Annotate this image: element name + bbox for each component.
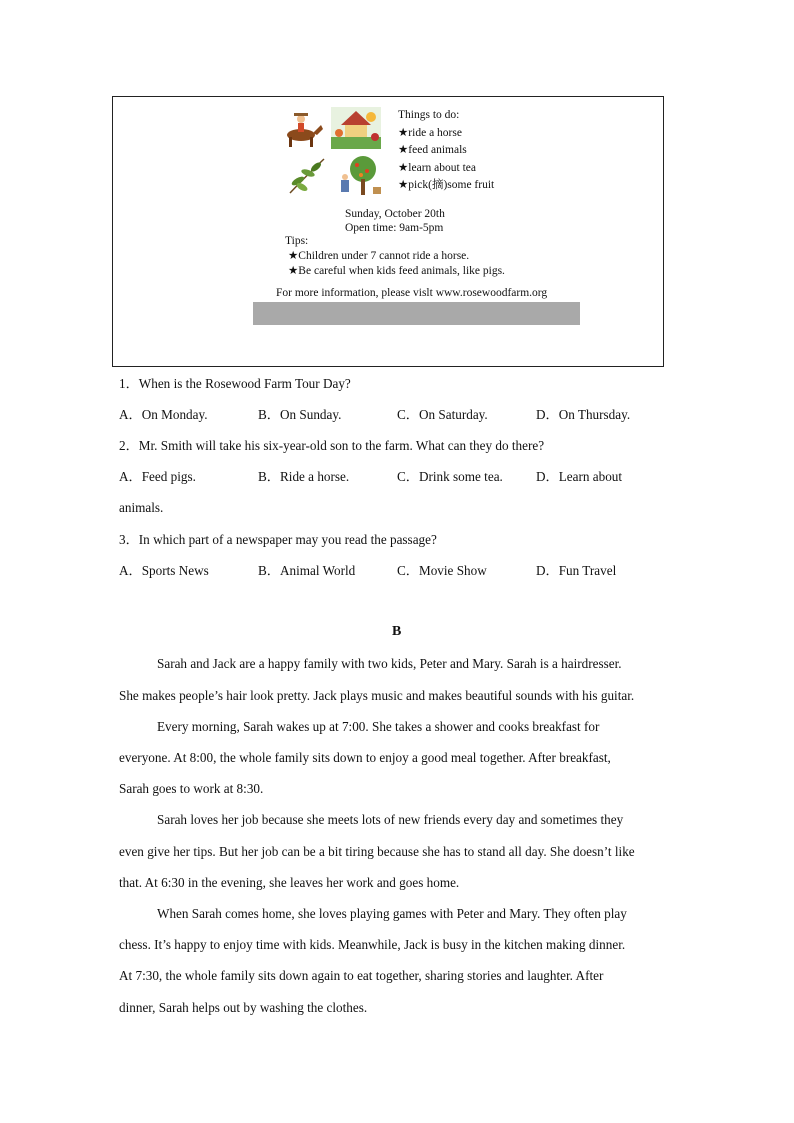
passage-line: Every morning, Sarah wakes up at 7:00. She takes a shower and cooks breakfast for [157,719,600,734]
tips-block [285,234,505,279]
event-date: Sunday, October 20th [345,208,445,220]
question-1-option-c[interactable]: C．On Saturday. [397,407,488,422]
question-1-option-d[interactable]: D．On Thursday. [536,407,631,422]
passage-line: She makes people’s hair look pretty. Jack plays music and makes beautiful sounds with his guitar. [119,688,635,703]
horse-rider-icon [277,107,327,149]
more-info: For more information, please vislt www.rosewoodfarm.org [276,287,548,299]
passage-line: everyone. At 8:00, the whole family sits down to enjoy a good meal together. After breakfast, [119,750,611,765]
thing-item: ★learn about tea [398,161,476,174]
thing-item: ★ride a horse [398,126,462,139]
passage-line: When Sarah comes home, she loves playing games with Peter and Mary. They often play [157,906,627,921]
passage-line: chess. It’s happy to enjoy time with kids. Meanwhile, Jack is busy in the kitchen making dinner. [119,937,626,952]
passage-line: At 7:30, the whole family sits down again to eat together, sharing stories and laughter. After [119,968,604,983]
redacted-bar [253,302,580,325]
passage-line: even give her tips. But her job can be a bit tiring because she has to stand all day. She doesn’t like [119,844,635,859]
thing-item: ★feed animals [398,144,467,156]
question-3-stem: 3．In which part of a newspaper may you read the passage? [119,532,437,547]
question-2-option-a[interactable]: A．Feed pigs. [119,469,196,484]
farm-scene-icon [331,107,381,149]
tea-leaves-icon [282,155,332,197]
ad-pictures [277,107,387,197]
thing-item: ★pick(摘)some fruit [398,179,495,191]
question-2-option-c[interactable]: C．Drink some tea. [397,469,503,484]
farm-ad-box [112,96,664,367]
question-2-option-d[interactable]: D．Learn about [536,469,623,484]
question-2-stem: 2．Mr. Smith will take his six-year-old son to the farm. What can they do there? [119,438,545,453]
open-time: Open time: 9am-5pm [345,222,444,234]
tip-item: ★Be careful when kids feed animals, like pigs. [288,265,505,277]
question-1-stem: 1．When is the Rosewood Farm Tour Day? [119,376,351,391]
things-to-do [398,107,494,195]
section-b-title: B [392,624,402,639]
passage-line: Sarah goes to work at 8:30. [119,781,264,796]
passage-line: Sarah loves her job because she meets lots of new friends every day and sometimes they [157,812,624,827]
passage-line: Sarah and Jack are a happy family with two kids, Peter and Mary. Sarah is a hairdresser. [157,656,622,671]
question-1-option-b[interactable]: B．On Sunday. [258,407,342,422]
fruit-picking-icon [333,155,383,197]
passage-line: dinner, Sarah helps out by washing the clothes. [119,1000,368,1015]
tip-item: ★Children under 7 cannot ride a horse. [288,250,470,262]
passage-line: that. At 6:30 in the evening, she leaves her work and goes home. [119,875,460,890]
question-3-option-a[interactable]: A．Sports News [119,563,209,578]
question-1-option-a[interactable]: A．On Monday. [119,407,208,422]
question-3-option-b[interactable]: B．Animal World [258,563,356,578]
question-2-option-d-continuation: animals. [119,500,164,515]
event-date-block [345,207,445,235]
things-title: Things to do: [398,109,460,121]
question-3-option-d[interactable]: D．Fun Travel [536,563,617,578]
tips-title: Tips: [285,235,309,247]
question-3-option-c[interactable]: C．Movie Show [397,563,487,578]
question-2-option-b[interactable]: B．Ride a horse. [258,469,350,484]
